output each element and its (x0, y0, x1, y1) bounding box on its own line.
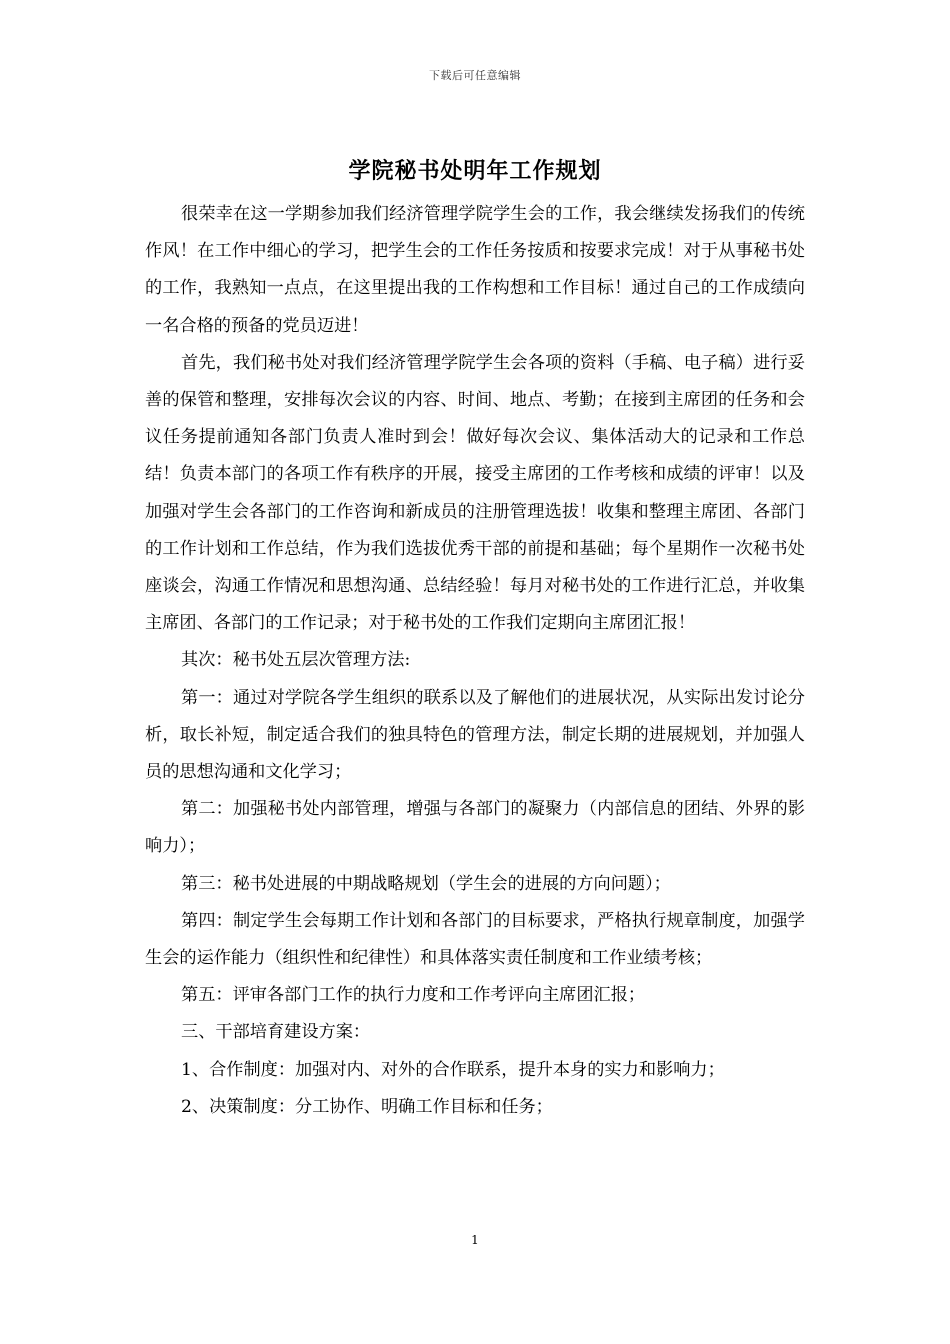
paragraph-intro: 很荣幸在这一学期参加我们经济管理学院学生会的工作，我会继续发扬我们的传统作风！在工作中细心的学习，把学生会的工作任务按质和按要求完成！对于从事秘书处的工作，我熟知一点点，在这里提出我的工作构想和工作目标！通过自己的工作成绩向一名合格的预备的党员迈进！ (145, 204, 805, 336)
paragraph-cadre-heading: 三、干部培育建设方案： (181, 1022, 371, 1043)
paragraph-cooperation: 1、合作制度：加强对内、对外的合作联系，提升本身的实力和影响力； (181, 1059, 725, 1080)
paragraph-level-four: 第四：制定学生会每期工作计划和各部门的目标要求，严格执行规章制度，加强学生会的运作能力（组织性和纪律性）和具体落实责任制度和工作业绩考核； (145, 910, 805, 969)
paragraph-first-step: 首先，我们秘书处对我们经济管理学院学生会各项的资料（手稿、电子稿）进行妥善的保管和整理，安排每次会议的内容、时间、地点、考勤；在接到主席团的任务和会议任务提前通知各部门负责人准时到会！做好每次会议、集体活动大的记录和工作总结！负责本部门的各项工作有秩序的开展，接受主席团的工作考核和成绩的评审！以及加强对学生会各部门的工作咨询和新成员的注册管理选拔！收集和整理主席团、各部门的工作计划和工作总结，作为我们选拔优秀干部的前提和基础；每个星期作一次秘书处座谈会，沟通工作情况和思想沟通、总结经验！每月对秘书处的工作进行汇总，并收集主席团、各部门的工作记录；对于秘书处的工作我们定期向主席团汇报！ (145, 352, 805, 634)
paragraph-decision: 2、决策制度：分工协作、明确工作目标和任务； (181, 1096, 553, 1117)
paragraph-level-five: 第五：评审各部门工作的执行力度和工作考评向主席团汇报； (181, 985, 646, 1006)
page-number: 1 (471, 1233, 479, 1247)
paragraph-second-heading: 其次：秘书处五层次管理方法: (181, 650, 411, 671)
document-title: 学院秘书处明年工作规划 (348, 158, 602, 184)
paragraph-level-two: 第二：加强秘书处内部管理，增强与各部门的凝聚力（内部信息的团结、外界的影响力）； (145, 799, 805, 857)
paragraph-level-three: 第三：秘书处进展的中期战略规划（学生会的进展的方向问题）； (181, 873, 671, 894)
paragraph-level-one: 第一：通过对学院各学生组织的联系以及了解他们的进展状况，从实际出发讨论分析，取长补短，制定适合我们的独具特色的管理方法，制定长期的进展规划，并加强人员的思想沟通和文化学习； (145, 687, 805, 783)
document-body (145, 196, 805, 1126)
header-note: 下载后可任意编辑 (429, 69, 521, 82)
